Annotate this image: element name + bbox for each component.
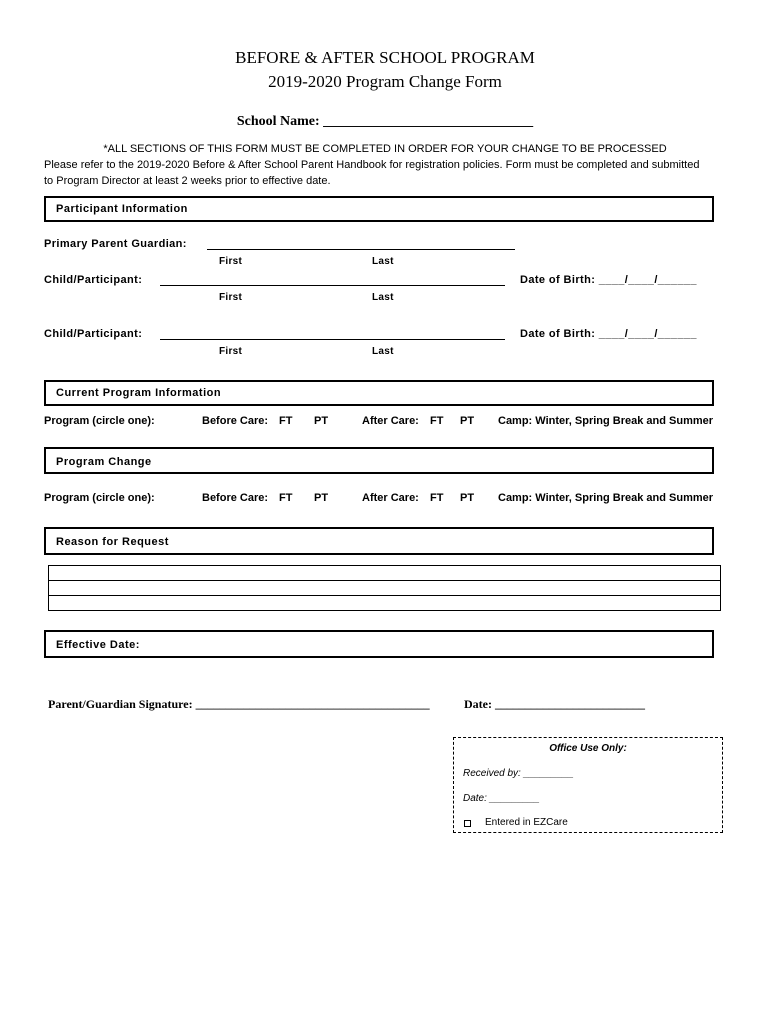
child-2-dob-field[interactable]: Date of Birth: ____/____/______ (520, 328, 697, 340)
current-before-care-ft[interactable]: FT (279, 415, 293, 427)
current-camp-option[interactable]: Camp: Winter, Spring Break and Summer (498, 415, 714, 427)
child-1-first-label: First (219, 292, 243, 303)
change-camp-option[interactable]: Camp: Winter, Spring Break and Summer (498, 492, 714, 504)
reason-table (48, 565, 721, 611)
child-2-first-label: First (219, 346, 243, 357)
signature-date-field[interactable]: Date: _________________________ (464, 697, 645, 711)
child-1-input[interactable] (160, 285, 505, 286)
office-use-box (453, 737, 723, 833)
notice-line-1: *ALL SECTIONS OF THIS FORM MUST BE COMPLETED IN ORDER FOR YOUR CHANGE TO BE PROCESSED (103, 143, 667, 155)
child-1-dob-field[interactable]: Date of Birth: ____/____/______ (520, 274, 697, 286)
child-2-input[interactable] (160, 339, 505, 340)
reason-title: Reason for Request (56, 536, 169, 548)
form-subtitle: 2019-2020 Program Change Form (268, 72, 502, 91)
change-before-care-pt[interactable]: PT (314, 492, 329, 504)
current-after-care-label: After Care: (362, 415, 419, 427)
change-before-care-ft[interactable]: FT (279, 492, 293, 504)
office-date: Date: _________ (463, 793, 540, 804)
effective-date-header[interactable] (44, 630, 714, 658)
primary-parent-first-label: First (219, 256, 243, 267)
change-after-care-pt[interactable]: PT (460, 492, 475, 504)
notice-line-2: Please refer to the 2019-2020 Before & After School Parent Handbook for registration policies. Form must be completed and submitted (44, 159, 700, 171)
child-2-label: Child/Participant: (44, 328, 143, 340)
effective-date-label: Effective Date: (56, 639, 140, 651)
child-2-last-label: Last (372, 346, 394, 357)
current-after-care-ft[interactable]: FT (430, 415, 444, 427)
office-use-title: Office Use Only: (549, 743, 627, 754)
form-title: BEFORE & AFTER SCHOOL PROGRAM (235, 48, 535, 67)
primary-parent-last-label: Last (372, 256, 394, 267)
ezcare-checkbox[interactable] (464, 820, 471, 827)
change-after-care-ft[interactable]: FT (430, 492, 444, 504)
participant-info-header (44, 196, 714, 222)
current-after-care-pt[interactable]: PT (460, 415, 475, 427)
change-after-care-label: After Care: (362, 492, 419, 504)
program-change-title: Program Change (56, 456, 152, 468)
current-program-header (44, 380, 714, 406)
notice-line-3: to Program Director at least 2 weeks prior to effective date. (44, 175, 331, 187)
current-before-care-label: Before Care: (202, 415, 269, 427)
primary-parent-label: Primary Parent Guardian: (44, 238, 187, 250)
reason-line-1[interactable] (49, 580, 720, 581)
reason-line-2[interactable] (49, 595, 720, 596)
primary-parent-input[interactable] (207, 249, 515, 250)
child-1-last-label: Last (372, 292, 394, 303)
program-change-header (44, 447, 714, 474)
change-before-care-label: Before Care: (202, 492, 269, 504)
current-program-label: Program (circle one): (44, 415, 155, 427)
change-program-label: Program (circle one): (44, 492, 155, 504)
school-name-field[interactable]: School Name: ______________________________ (236, 114, 534, 129)
participant-info-title: Participant Information (56, 203, 188, 215)
ezcare-label: Entered in EZCare (485, 817, 568, 828)
reason-header (44, 527, 714, 555)
current-before-care-pt[interactable]: PT (314, 415, 329, 427)
signature-field[interactable]: Parent/Guardian Signature: _______________________________________ (48, 697, 430, 711)
office-received-by: Received by: _________ (463, 768, 574, 779)
current-program-title: Current Program Information (56, 387, 222, 399)
child-1-label: Child/Participant: (44, 274, 143, 286)
